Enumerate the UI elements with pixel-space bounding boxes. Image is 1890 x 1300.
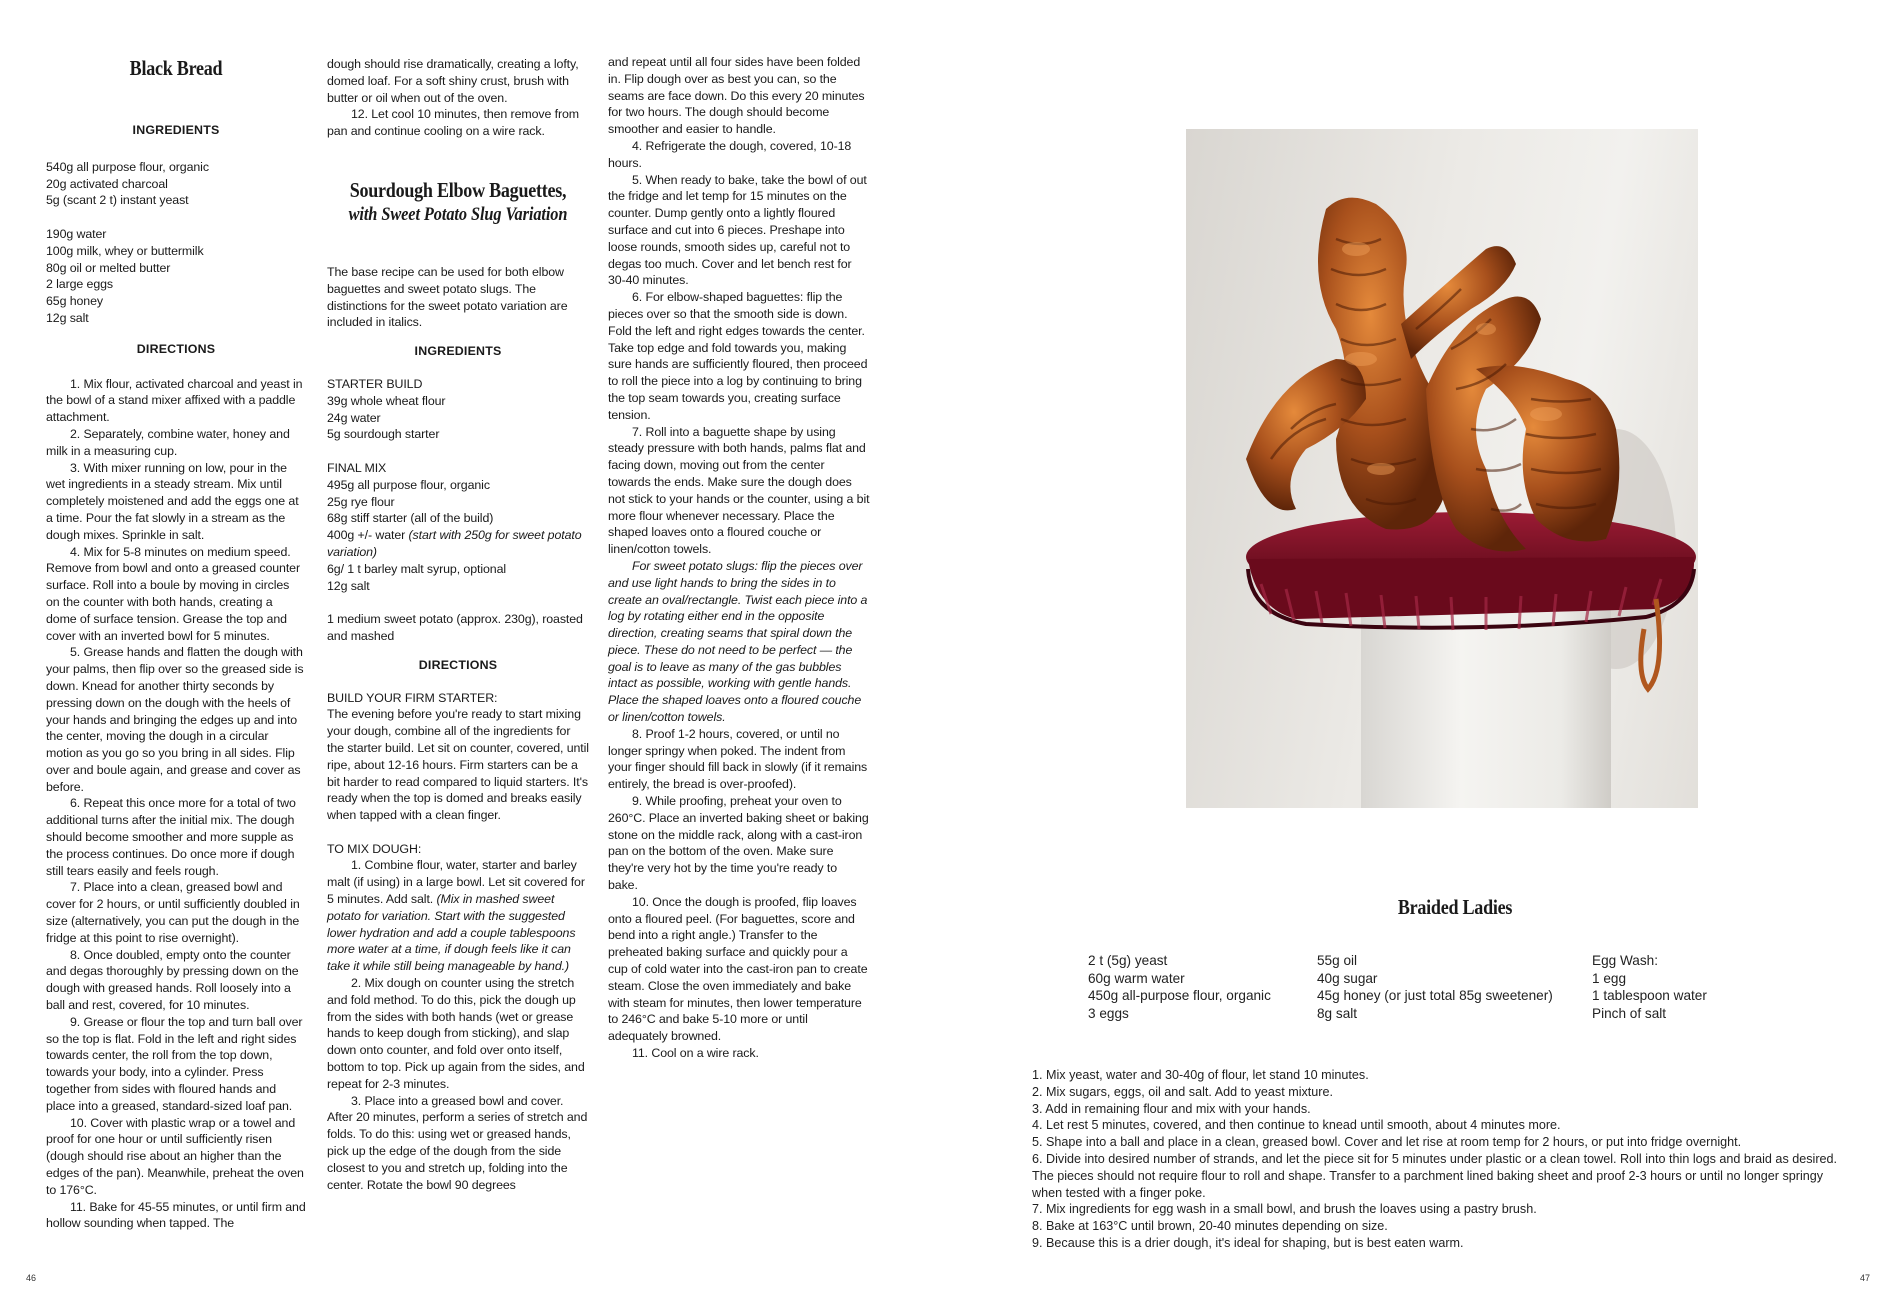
black-bread-column — [46, 0, 306, 1232]
direction-step: 2. Mix sugars, eggs, oil and salt. Add to yeast mixture. — [1032, 1084, 1333, 1099]
direction-step: 11. Bake for 45-55 minutes, or until firm and hollow sounding when tapped. The — [46, 1199, 306, 1231]
list-item: 8g salt — [1317, 1005, 1358, 1021]
list-item: 6g/ 1 t barley malt syrup, optional — [327, 561, 507, 576]
direction-step: 6. Repeat this once more for a total of two additional turns after the initial mix. The dough should become smoother and more supple as the process continues. Do once more if dough still tears easily and feels rough. — [46, 796, 296, 878]
direction-step: 5. Shape into a ball and place in a clean, greased bowl. Cover and let rise at room temp for 2 hours, or put into fridge overnight. — [1032, 1135, 1742, 1150]
list-item: 5g (scant 2 t) instant yeast — [46, 193, 189, 208]
direction-step: 5. Grease hands and flatten the dough with your palms, then flip over so the greased side is down. Knead for another thirty seconds by pressing down on the dough with the heels of your hands and bringing the edges up and into the center, moving the dough in a circular motion as you go so you bring in all sides. Flip over and boule again, and grease and cover as before. — [46, 645, 304, 794]
braided-ladies-photo — [1186, 129, 1698, 808]
direction-step: 1. Mix flour, activated charcoal and yeast in the bowl of a stand mixer affixed with a paddle attachment. — [46, 376, 303, 425]
list-item: 2 t (5g) yeast — [1088, 953, 1168, 968]
direction-step: 6. For elbow-shaped baguettes: flip the pieces over so that the smooth side is down. Fold the left and right edges towards the center. Take top edge and fold towards you, making sure hands are sufficiently floured, then proceed to roll the piece into a log by continuing to bring the top seam towards you, creating surface tension. — [608, 290, 868, 422]
braided-ladies-title: Braided Ladies — [1397, 895, 1513, 919]
list-item: 20g activated charcoal — [46, 176, 168, 191]
list-item: 60g warm water — [1088, 970, 1185, 986]
list-item: STARTER BUILD — [327, 376, 423, 391]
direction-step: 3. Place into a greased bowl and cover. After 20 minutes, perform a series of stretch and folds. To do this: using wet or greased hands, pick up the edge of the dough from the side closest to you and stretch up, folding into the center. Rotate the bowl 90 degrees — [327, 1093, 588, 1192]
list-item: 2 large eggs — [46, 277, 113, 292]
direction-step: 7. Place into a clean, greased bowl and cover for 2 hours, or until sufficiently doubled in size (alternatively, you can put the dough in the fridge at this point to rise overnight). — [46, 880, 300, 945]
direction-step: 8. Once doubled, empty onto the counter and degas thoroughly by pressing down on the dough with greased hands. Roll loosely into a ball and rest, covered, for 10 minutes. — [46, 947, 299, 1013]
black-bread-ingredients-heading: INGREDIENTS — [132, 123, 220, 137]
direction-step: 12. Let cool 10 minutes, then remove from pan and continue cooling on a wire rack. — [327, 107, 580, 139]
direction-step: 7. Roll into a baguette shape by using steady pressure with both hands, palms flat and facing down, moving out from the center towards the ends. Make sure the dough does not stick to your hands or the counter, using a bit more flour whenever necessary. Place the shaped loaves onto a floured couche or linen/cotton towels. — [608, 424, 870, 557]
braided-ingredients-col-3 — [1592, 952, 1792, 1022]
direction-step: 1. Mix yeast, water and 30-40g of flour, let stand 10 minutes. — [1032, 1068, 1369, 1082]
black-bread-title: Black Bread — [129, 56, 223, 80]
direction-step: 9. Because this is a drier dough, it's ideal for shaping, but is best eaten warm. — [1032, 1235, 1464, 1250]
final-mix-list — [327, 460, 589, 594]
list-item: 5g sourdough starter — [327, 427, 440, 442]
direction-step: 10. Cover with plastic wrap or a towel and proof for one hour or until sufficiently risen (dough should rise about an higher than the edges of the pan). Meanwhile, preheat the oven to 176°C. — [46, 1115, 304, 1197]
list-item: 190g water — [46, 226, 107, 241]
list-item: 540g all purpose flour, organic — [46, 159, 209, 174]
mix-step-1-variation: (Mix in mashed sweet potato for variation. Start with the suggested lower hydration and add a couple tablespoons more water at a time, if dough feels like it can take it while still being manageable by hand.) — [327, 892, 576, 974]
list-item: 25g rye flour — [327, 494, 395, 509]
list-item: 65g honey — [46, 294, 103, 309]
starter-build-list — [327, 376, 589, 443]
list-item: 68g stiff starter (all of the build) — [327, 511, 494, 526]
list-item — [327, 527, 589, 561]
direction-step: 6. Divide into desired number of strands, and let the piece sit for 5 minutes under plastic or a clean towel. Roll into thin logs and braid as desired. The pieces should not require flour to roll and shape. Transfer to a parchment lined baking sheet and proof 2-3 hours or until no longer springy when tested with a finger poke. — [1032, 1151, 1838, 1200]
direction-step: 9. While proofing, preheat your oven to 260°C. Place an inverted baking sheet or baking stone on the middle rack, along with a cast-iron pan on the bottom of the oven. Make sure they're very hot by the time you're ready to bake. — [608, 794, 869, 893]
list-item: 3 eggs — [1088, 1005, 1129, 1021]
list-item: 80g oil or melted butter — [46, 260, 171, 275]
black-bread-continuation: dough should rise dramatically, creating a lofty, domed loaf. For a soft shiny crust, brush with butter or oil when out of the oven. — [327, 57, 579, 105]
list-item: 100g milk, whey or buttermilk — [46, 243, 204, 258]
direction-step: 11. Cool on a wire rack. — [632, 1046, 759, 1061]
direction-step: 3. With mixer running on low, pour in the wet ingredients in a steady stream. Mix until completely moistened and add the eggs one at a time. Pour the fat slowly in a stream as the dough mixes. Sprinkle in salt. — [46, 460, 299, 542]
right-page-number: 47 — [1860, 1273, 1871, 1283]
sourdough-title: Sourdough Elbow Baguettes, — [349, 177, 567, 202]
egg-wash-heading: Egg Wash: — [1592, 953, 1658, 968]
list-item: 24g water — [327, 410, 381, 425]
build-starter-heading: BUILD YOUR FIRM STARTER: — [327, 690, 498, 705]
direction-step — [327, 857, 589, 975]
list-item: 12g salt — [46, 310, 89, 325]
sweet-potato-ingredient: 1 medium sweet potato (approx. 230g), roasted and mashed — [327, 612, 583, 643]
black-bread-ingredients-b — [46, 226, 306, 327]
direction-step: 9. Grease or flour the top and turn ball over so the top is flat. Fold in the left and right sides towards center, the roll from the top down, towards your body, into a cylinder. Press together from sides with floured hands and place into a greased, standard-sized loaf pan. — [46, 1014, 303, 1113]
direction-step: 4. Refrigerate the dough, covered, 10-18 hours. — [608, 138, 852, 170]
list-item: 39g whole wheat flour — [327, 393, 446, 408]
sourdough-subtitle: with Sweet Potato Slug Variation — [348, 203, 568, 225]
direction-step: 5. When ready to bake, take the bowl of out the fridge and let temp for 15 minutes on the counter. Dump gently onto a lightly floured surface and cut into 6 pieces. Preshape into loose rounds, smooth sides up, careful not to degas too much. Cover and let bench rest for 30-40 minutes. — [608, 172, 867, 288]
list-item: 45g honey (or just total 85g sweetener) — [1317, 988, 1553, 1004]
list-item: 55g oil — [1317, 953, 1358, 968]
water-variation-note: (start with 250g for sweet potato variation) — [327, 528, 582, 559]
braided-ingredients-col-1 — [1088, 952, 1308, 1022]
direction-step: 4. Let rest 5 minutes, covered, and then continue to knead until smooth, about 4 minutes more. — [1032, 1118, 1561, 1133]
black-bread-ingredients-a — [46, 159, 306, 209]
direction-step: 3. Add in remaining flour and mix with your hands. — [1032, 1101, 1311, 1116]
direction-step: 2. Separately, combine water, honey and milk in a measuring cup. — [46, 426, 290, 458]
build-starter-text: The evening before you're ready to start mixing your dough, combine all of the ingredients for the starter build. Let sit on counter, covered, until ripe, about 12-16 hours. Firm starters can be a bit harder to read compared to liquid starters. It's ready when the top is domed and breaks easily when tapped with a clean finger. — [327, 707, 589, 823]
sourdough-continued-column — [608, 0, 870, 1062]
direction-step: 7. Mix ingredients for egg wash in a small bowl, and brush the loaves using a pastry brush. — [1032, 1202, 1537, 1217]
list-item: FINAL MIX — [327, 460, 387, 475]
mix-dough-heading: TO MIX DOUGH: — [327, 841, 422, 856]
list-item: 495g all purpose flour, organic — [327, 477, 490, 492]
sourdough-directions-heading: DIRECTIONS — [418, 657, 498, 672]
sourdough-ingredients-heading: INGREDIENTS — [414, 344, 502, 359]
braided-bread-sculpture-illustration — [1186, 129, 1698, 808]
direction-step: 4. Mix for 5-8 minutes on medium speed. Remove from bowl and onto a greased counter surface. Roll into a boule by moving in circles on the counter with both hands, creating a dome of surface tension. Grease the top and cover with an inverted bowl for 5 minutes. — [46, 544, 300, 643]
direction-step: 8. Proof 1-2 hours, covered, or until no longer springy when poked. The indent from your finger should fill back in slowly (if it remains entirely, the bread is over-proofed). — [608, 726, 868, 792]
braided-ingredients-col-2 — [1317, 952, 1587, 1022]
list-item: 1 egg — [1592, 970, 1627, 986]
list-item: 12g salt — [327, 578, 370, 593]
list-item: 40g sugar — [1317, 970, 1378, 986]
water-amount: 400g +/- water — [327, 528, 409, 543]
sourdough-column — [327, 0, 589, 1193]
braided-ladies-directions — [1032, 1067, 1852, 1252]
direction-step: 2. Mix dough on counter using the stretch and fold method. To do this, pick the dough up from the sides with both hands (wet or grease hands to keep dough from sticking), and slap down onto counter, and fold over onto itself, bottom to top. Pick up again from the sides, and repeat for 2-3 minutes. — [327, 976, 585, 1091]
black-bread-directions — [46, 376, 306, 1233]
slug-variation-note: For sweet potato slugs: flip the pieces over and use light hands to bring the sides in to create an oval/rectangle. Twist each piece into a log by rotating either end in the opposite direction, creating seams that spiral down the piece. These do not need to be perfect — the goal is to leave as many of the gas bubbles intact as possible, working with gentle hands. Place the shaped loaves onto a floured couche or linen/cotton towels. — [608, 558, 868, 725]
list-item: 1 tablespoon water — [1592, 988, 1707, 1004]
mix-step-1: 1. Combine flour, water, starter and barley malt (if using) in a large bowl. Let sit covered for 5 minutes. Add salt. — [327, 858, 585, 907]
sourdough-continuation: and repeat until all four sides have been folded in. Flip dough over as best you can, so the seams are face down. Do this every 20 minutes for two hours. The dough should become smoother and easier to handle. — [608, 55, 865, 137]
black-bread-directions-heading: DIRECTIONS — [136, 341, 216, 356]
sourdough-intro: The base recipe can be used for both elbow baguettes and sweet potato slugs. The distinctions for the sweet potato variation are included in italics. — [327, 264, 568, 330]
direction-step: 10. Once the dough is proofed, flip loaves onto a floured peel. (For baguettes, score and bend into a right angle.) Transfer to the preheated baking surface and quickly pour a cup of cold water into the cast-iron pan to create steam. Close the oven immediately and bake with steam for minutes, then lower temperature to 246°C and bake 5-10 more or until adequately browned. — [608, 894, 868, 1044]
list-item: 450g all-purpose flour, organic — [1088, 988, 1271, 1004]
direction-step: 8. Bake at 163°C until brown, 20-40 minutes depending on size. — [1032, 1219, 1388, 1234]
list-item: Pinch of salt — [1592, 1005, 1667, 1021]
left-page-number: 46 — [26, 1273, 37, 1283]
